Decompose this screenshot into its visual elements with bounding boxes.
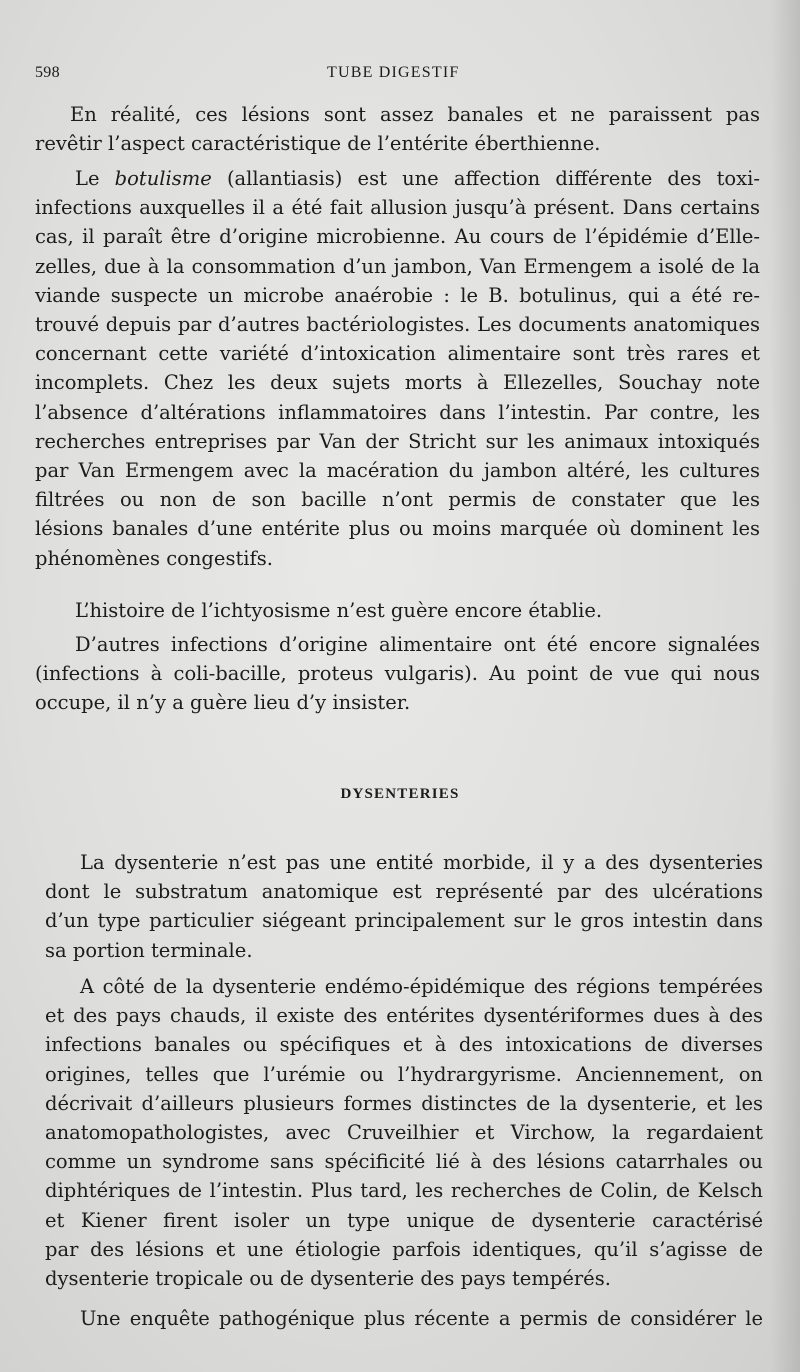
paragraph-1 <box>35 100 760 158</box>
text-line <box>35 164 760 193</box>
text-line: recherches entreprises par Van der Stricht sur les animaux intoxiqués <box>35 429 760 453</box>
text-line: concernant cette variété d’intoxication alimentaire sont très rares et <box>35 342 760 366</box>
text-line: viande suspecte un microbe anaérobie : le B. botulinus, qui a été re- <box>35 283 760 307</box>
text-fragment: Le <box>75 167 115 190</box>
text-line: incomplets. Chez les deux sujets morts à Ellezelles, Souchay note <box>35 371 760 395</box>
text-line: origines, telles que l’urémie ou l’hydrargyrisme. Anciennement, on <box>45 1062 763 1086</box>
text-line: et Kiener firent isoler un type unique de dysenterie caractérisé <box>45 1208 763 1232</box>
text-line: d’un type particulier siégeant principalement sur le gros intestin dans <box>45 909 763 933</box>
italic-term: botulisme <box>114 167 212 190</box>
text-line: lésions banales d’une entérite plus ou moins marquée où dominent les <box>35 517 760 541</box>
text-line: trouvé depuis par d’autres bactériologistes. Les documents anatomiques <box>35 313 760 337</box>
text-line: l’absence d’altérations inflammatoires dans l’intestin. Par contre, les <box>35 400 760 424</box>
text-fragment: (allantiasis) est une affection différente des toxi- <box>226 167 760 190</box>
text-line: Une enquête pathogénique plus récente a permis de considérer le <box>80 1307 763 1330</box>
text-line: En réalité, ces lésions sont assez banales et ne paraissent pas <box>70 103 760 126</box>
text-line: D’autres infections d’origine alimentaire ont été encore signalées <box>75 633 760 656</box>
text-line: décrivait d’ailleurs plusieurs formes distinctes de la dysenterie, et les <box>45 1091 763 1115</box>
text-line: filtrées ou non de son bacille n’ont permis de constater que les <box>35 488 760 512</box>
text-line: zelles, due à la consommation d’un jambon, Van Ermengem a isolé de la <box>35 254 760 278</box>
text-line: phénomènes congestifs. <box>35 546 273 570</box>
text-line: infections banales ou spécifiques et à des intoxications de diverses <box>45 1033 763 1057</box>
text-line: cas, il paraît être d’origine microbienne. Au cours de l’épidémie d’Elle- <box>35 225 760 249</box>
text-line: (infections à coli-bacille, proteus vulgaris). Au point de vue qui nous <box>35 662 760 686</box>
paragraph-2 <box>35 164 760 573</box>
paragraph-5 <box>45 848 763 965</box>
text-line: A côté de la dysenterie endémo-épidémique des régions tempérées <box>80 975 763 998</box>
text-line: dysenterie tropicale ou de dysenterie des pays tempérés. <box>45 1267 611 1291</box>
page-number: 598 <box>35 64 60 81</box>
running-head: TUBE DIGESTIF <box>327 64 460 81</box>
text-line: La dysenterie n’est pas une entité morbide, il y a des dysenteries <box>80 851 763 874</box>
text-line: L’histoire de l’ichtyosisme n’est guère encore établie. <box>75 599 603 622</box>
page-header <box>35 64 760 88</box>
paragraph-3 <box>35 596 760 625</box>
text-line: sa portion terminale. <box>45 938 253 962</box>
text-line: par des lésions et une étiologie parfois identiques, qu’il s’agisse de <box>45 1237 763 1261</box>
text-line: anatomopathologistes, avec Cruveilhier et Virchow, la regardaient <box>45 1121 763 1145</box>
paragraph-6 <box>45 972 763 1293</box>
paragraph-7 <box>45 1304 763 1333</box>
section-heading: DYSENTERIES <box>340 786 460 802</box>
text-line: diphtériques de l’intestin. Plus tard, les recherches de Colin, de Kelsch <box>45 1179 763 1203</box>
text-line: revêtir l’aspect caractéristique de l’entérite éberthienne. <box>35 132 601 156</box>
text-line: occupe, il n’y a guère lieu d’y insister. <box>35 691 411 715</box>
text-line: comme un syndrome sans spécificité lié à des lésions catarrhales ou <box>45 1150 763 1174</box>
text-line: dont le substratum anatomique est représenté par des ulcérations <box>45 880 763 904</box>
page-edge-shadow <box>770 0 800 1372</box>
text-line: infections auxquelles il a été fait allusion jusqu’à présent. Dans certains <box>35 196 760 220</box>
text-line: par Van Ermengem avec la macération du jambon altéré, les cultures <box>35 459 760 483</box>
text-line: et des pays chauds, il existe des entérites dysentériformes dues à des <box>45 1004 763 1028</box>
paragraph-4 <box>35 630 760 718</box>
